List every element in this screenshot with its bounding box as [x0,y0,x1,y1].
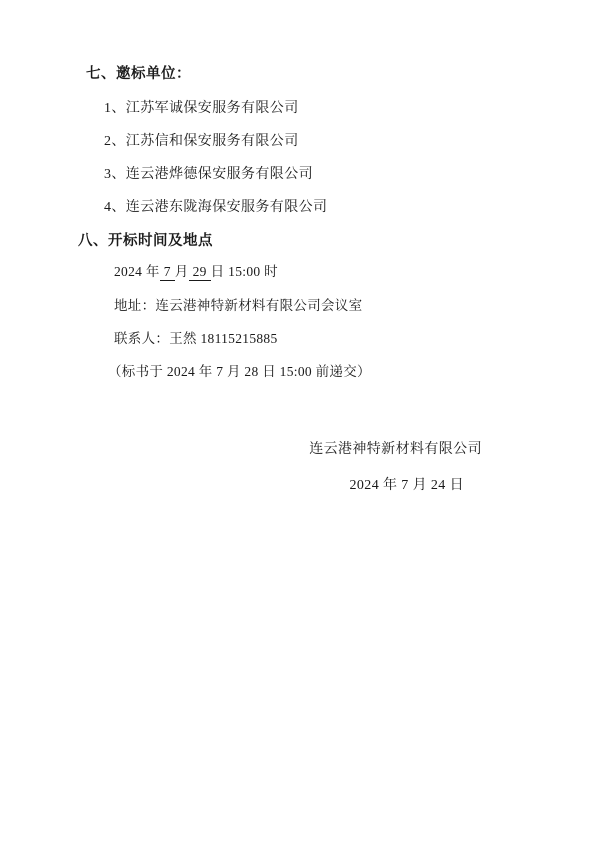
datetime-time: 15:00 时 [228,264,278,279]
invited-units-list [70,97,530,216]
datetime-year: 2024 年 [114,264,160,279]
bid-opening-datetime [114,260,530,281]
list-item: 3、连云港烨德保安服务有限公司 [104,167,313,182]
datetime-month-value: 7 [160,265,175,281]
signature-block [70,438,530,494]
datetime-month-label: 月 [174,264,189,279]
section-heading-invited-units: 七、邀标单位： [86,66,191,82]
contact-label: 联系人： [114,331,170,347]
list-item: 1、江苏军诚保安服务有限公司 [104,101,299,116]
datetime-day-value: 29 [189,265,211,281]
address-label: 地址： [114,298,156,314]
signature-date: 2024 年 7 月 24 日 [349,478,464,494]
datetime-day-label: 日 [210,264,225,279]
list-item: 4、连云港东陇海保安服务有限公司 [104,200,328,215]
list-item: 2、江苏信和保安服务有限公司 [104,134,299,149]
address-value: 连云港神特新材料有限公司会议室 [155,298,363,314]
bid-opening-address [114,294,530,314]
section-heading-bid-opening: 八、开标时间及地点 [78,233,213,249]
bid-opening-contact [114,327,530,347]
bid-submission-note: （标书于 2024 年 7 月 28 日 15:00 前递交） [108,364,371,380]
signature-company: 连云港神特新材料有限公司 [309,442,482,458]
contact-value: 王然 18115215885 [169,331,278,347]
